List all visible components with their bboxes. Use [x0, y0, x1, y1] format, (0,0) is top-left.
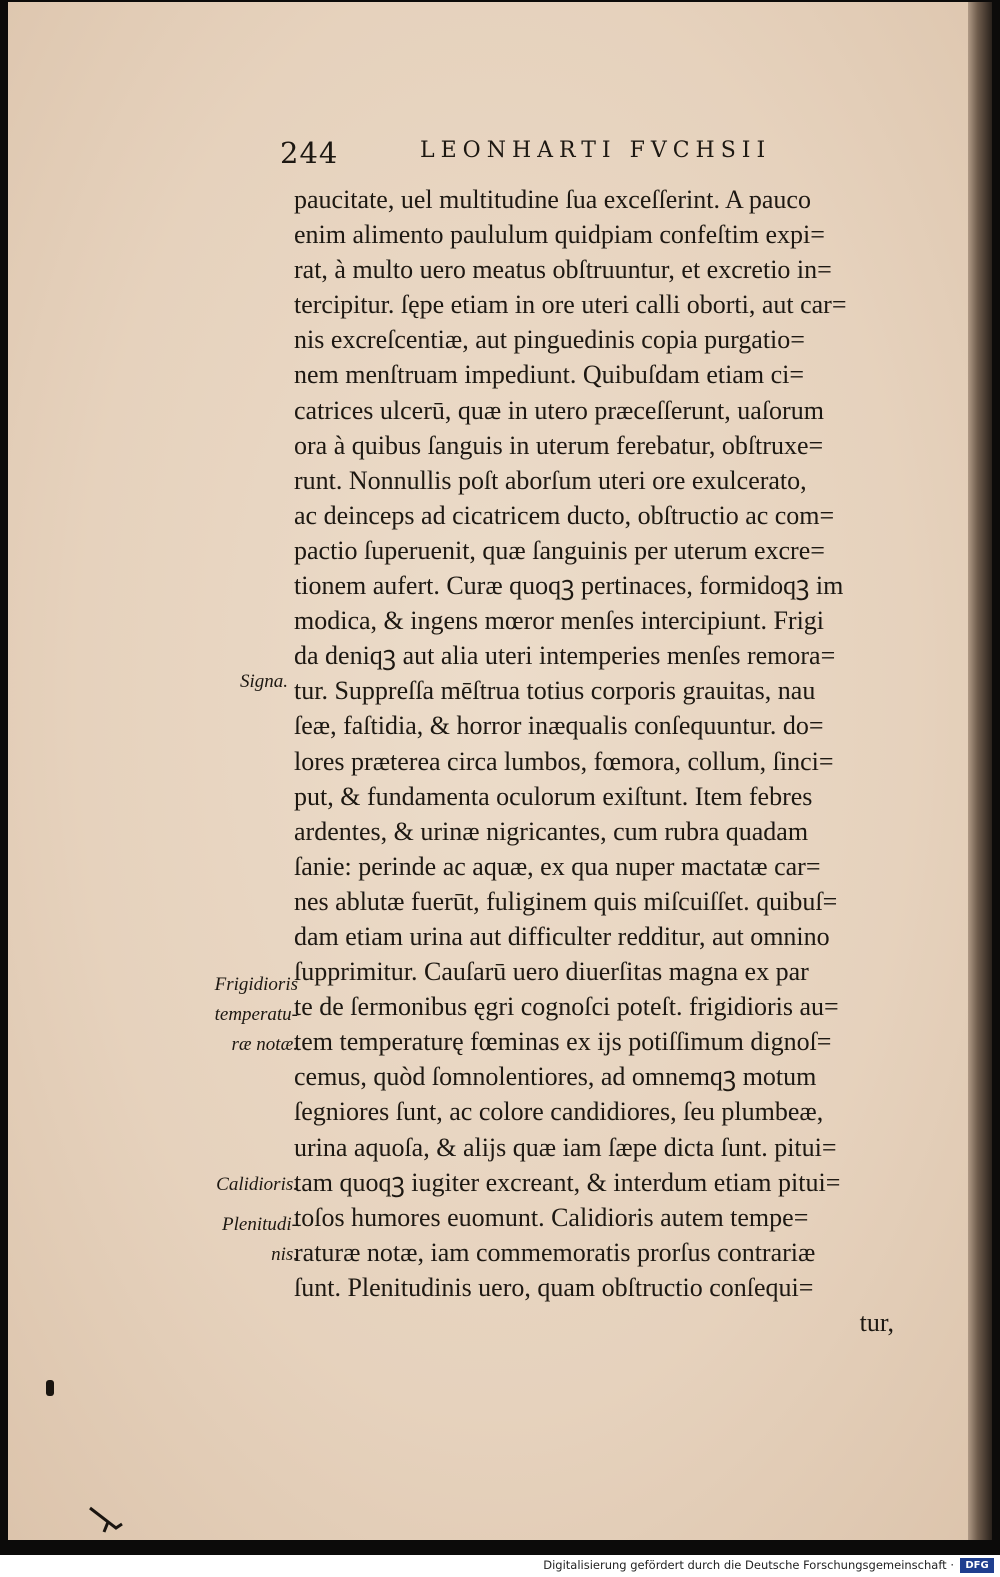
margin-note-line: temperatu- [214, 1004, 298, 1025]
text-line: tionem aufert. Curæ quoqꝫ pertinaces, formidoqꝫ im [294, 571, 844, 601]
text-line: enim alimento paululum quidpiam confeſtim expi= [294, 220, 825, 250]
dfg-logo: DFG [960, 1558, 994, 1573]
text-line: catrices ulcerū, quæ in utero præceſſerunt, uaſorum [294, 395, 824, 425]
text-line: ardentes, & urinæ nigricantes, cum rubra quadam [294, 816, 809, 846]
margin-note-signa [148, 667, 288, 697]
page-number: 244 [280, 136, 339, 170]
text-line: ora à quibus ſanguis in uterum ferebatur, obſtruxe= [294, 430, 824, 460]
text-line: nem menſtruam impediunt. Quibuſdam etiam ci= [294, 360, 804, 390]
page-header [280, 130, 840, 170]
footer-credit: Digitalisierung gefördert durch die Deutsche Forschungsgemeinschaft · [543, 1558, 954, 1572]
text-line: cemus, quòd ſomnolentiores, ad omnemqꝫ motum [294, 1062, 817, 1092]
text-line: te de ſermonibus ęgri cognoſci poteſt. frigidioris au= [294, 992, 839, 1022]
text-line: toſos humores euomunt. Calidioris autem tempe= [294, 1202, 809, 1232]
margin-note-line: nis. [271, 1244, 298, 1265]
ink-spot [46, 1380, 54, 1396]
text-line: tur. Suppreſſa mēſtrua totius corporis grauitas, nau [294, 676, 816, 706]
text-line: tem temperaturę fœminas ex ijs potiſſimum dignoſ= [294, 1027, 832, 1057]
margin-note-calidioris [158, 1170, 298, 1200]
page-binding-edge [968, 2, 992, 1540]
text-line: runt. Nonnullis poſt aborſum uteri ore exulcerato, [294, 465, 807, 495]
text-line: ſegniores ſunt, ac colore candidiores, ſeu plumbeæ, [294, 1097, 824, 1127]
catchword: tur, [859, 1308, 894, 1337]
text-line: ſunt. Plenitudinis uero, quam obſtructio conſequi= [294, 1272, 814, 1302]
body-text [294, 182, 934, 1340]
margin-note-frigidioris [158, 970, 298, 1060]
text-line: pactio ſuperuenit, quæ ſanguinis per uterum excre= [294, 535, 825, 565]
text-line: modica, & ingens mœror menſes intercipiunt. Frigi [294, 606, 825, 636]
text-line: da deniqꝫ aut alia uteri intemperies menſes remora= [294, 641, 836, 671]
margin-note-plenitudinis [158, 1210, 298, 1270]
margin-note-line: Frigidioris [214, 974, 298, 995]
text-line: ſupprimitur. Cauſarū uero diuerſitas magna ex par [294, 957, 809, 987]
margin-note-line: Calidioris. [216, 1174, 298, 1195]
text-line: raturæ notæ, iam commemoratis prorſus contrariæ [294, 1237, 816, 1267]
text-line: lores præterea circa lumbos, fœmora, collum, ſinci= [294, 746, 834, 776]
text-line: dam etiam urina aut difficulter redditur, aut omnino [294, 921, 830, 951]
text-line: nes ablutæ fuerūt, fuliginem quis miſcuiſſet. quibuſ= [294, 886, 838, 916]
ink-mark [86, 1502, 126, 1536]
footer-bar [0, 1555, 1000, 1577]
text-line: tercipitur. ſępe etiam in ore uteri calli oborti, aut car= [294, 290, 847, 320]
book-page [8, 2, 986, 1540]
text-line: paucitate, uel multitudine ſua exceſſerint. A pauco [294, 185, 811, 214]
text-line: urina aquoſa, & alijs quæ iam ſæpe dicta ſunt. pitui= [294, 1132, 837, 1162]
text-line: ſanie: perinde ac aquæ, ex qua nuper mactatæ car= [294, 851, 821, 881]
margin-note-line: Signa. [239, 671, 288, 692]
text-line: tam quoqꝫ iugiter excreant, & interdum etiam pitui= [294, 1167, 841, 1197]
running-head: LEONHARTI FVCHSII [420, 138, 772, 163]
text-line: nis excreſcentiæ, aut pinguedinis copia purgatio= [294, 325, 805, 355]
text-line: rat, à multo uero meatus obſtruuntur, et excretio in= [294, 255, 832, 285]
margin-note-line: ræ notæ. [231, 1034, 298, 1055]
text-line: put, & fundamenta oculorum exiſtunt. Item febres [294, 781, 813, 811]
text-line: ac deinceps ad cicatricem ducto, obſtructio ac com= [294, 500, 835, 530]
margin-note-line: Plenitudi- [222, 1214, 298, 1235]
text-line: ſeæ, faſtidia, & horror inæqualis conſequuntur. do= [294, 711, 824, 741]
